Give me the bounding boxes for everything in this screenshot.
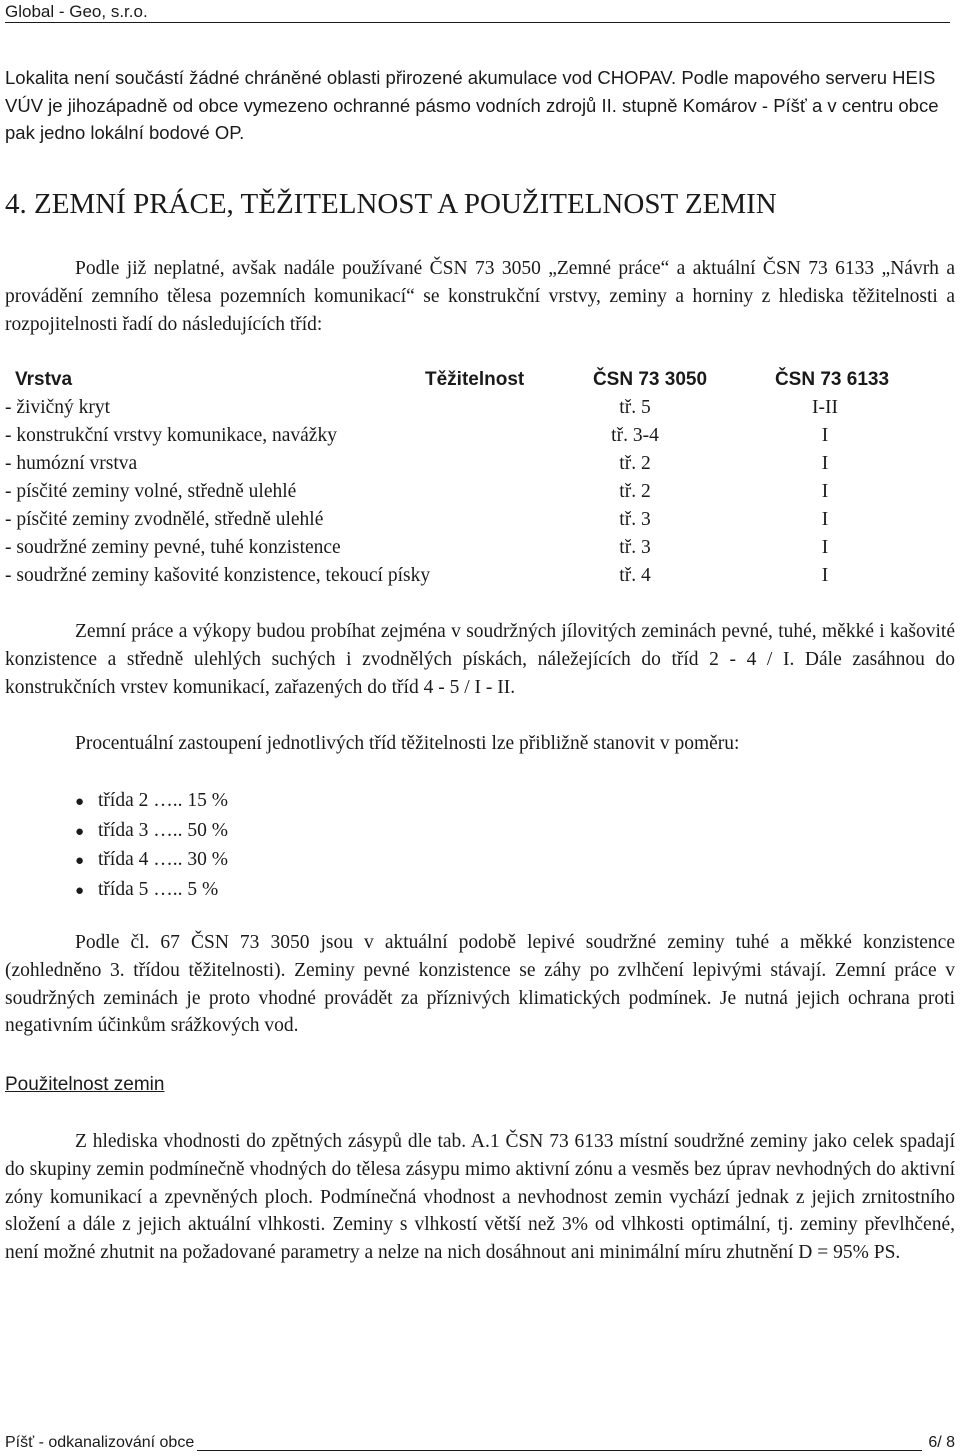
subheading-soil-usability: Použitelnost zemin: [5, 1074, 165, 1095]
page-number: 6/ 8: [928, 1434, 955, 1451]
table-row: [5, 450, 955, 478]
intro-paragraph: Lokalita není součástí žádné chráněné oblasti přirozené akumulace vod CHOPAV. Podle mapového serveru HEIS VÚV je jihozápadně od obce vymezeno ochranné pásmo vodních zdrojů II. stupně Komárov - Píšť a v centru obce pak jedno lokální bodové OP.: [5, 67, 939, 143]
cell-csn-3050: tř. 3: [619, 537, 651, 558]
cell-csn-3050: tř. 5: [619, 397, 651, 418]
header-csn-3050: ČSN 73 3050: [592, 369, 708, 390]
cell-layer: - živičný kryt: [5, 397, 111, 418]
page-header: [5, 2, 950, 23]
paragraph-backfill: Z hlediska vhodnosti do zpětných zásypů dle tab. A.1 ČSN 73 6133 místní soudržné zeminy jako celek spadají do skupiny zemin podmínečně vhodných do tělesa zásypu mimo aktivní zónu a vesměs bez úprav nevhodných do aktivní zóny komunikací a zpevněných ploch. Podmínečná vhodnost a nevhodnost zemin vychází jednak z jejich zrnitostního složení a dále z jejich aktuální vlhkosti. Zeminy s vlhkostí větší než 3% od vlhkosti optimální, tj. zeminy převlhčené, není možné zhutnit na požadované parametry a nelze na nich dosáhnout ani minimální míru zhutnění D = 95% PS.: [5, 1131, 955, 1264]
cell-csn-6133: I: [821, 453, 829, 474]
cell-csn-6133: I: [821, 565, 829, 586]
bullet-icon: ●: [75, 794, 85, 810]
cell-layer: - písčité zeminy volné, středně ulehlé: [5, 481, 297, 502]
table-header-row: [5, 366, 955, 394]
cell-layer: - konstrukční vrstvy komunikace, navážky: [5, 425, 337, 446]
header-excavability: Těžitelnost: [425, 369, 525, 390]
cell-csn-6133: I: [821, 509, 829, 530]
cell-layer: - soudržné zeminy pevné, tuhé konzistence: [5, 537, 341, 558]
page-footer: [5, 1432, 955, 1454]
table-row: [5, 478, 955, 506]
footer-title: Píšť - odkanalizování obce: [5, 1434, 195, 1451]
cell-csn-3050: tř. 2: [619, 481, 651, 502]
paragraph-classification: Podle již neplatné, avšak nadále používané ČSN 73 3050 „Zemné práce“ a aktuální ČSN 73 6133 „Návrh a provádění zemního tělesa pozemních komunikací“ se konstrukční vrstvy, zeminy a horniny z hlediska těžitelnosti a rozpojitelnosti řadí do následujících tříd:: [5, 258, 955, 335]
table-row: [5, 394, 955, 422]
cell-csn-6133: I: [821, 537, 829, 558]
cell-layer: - soudržné zeminy kašovité konzistence, tekoucí písky: [5, 565, 431, 586]
header-company: Global - Geo, s.r.o.: [5, 2, 148, 21]
footer-rule: [197, 1450, 922, 1451]
list-item-text: třída 2 ….. 15 %: [98, 790, 228, 811]
list-item-text: třída 3 ….. 50 %: [98, 819, 228, 841]
class-share-list: [75, 786, 228, 904]
cell-csn-3050: tř. 3: [619, 509, 651, 530]
table-row: [5, 534, 955, 562]
excavation-class-table: [5, 366, 955, 590]
table-row: [5, 562, 955, 590]
table-row: [5, 506, 955, 534]
list-item-text: třída 4 ….. 30 %: [98, 849, 228, 870]
cell-layer: - písčité zeminy zvodnělé, středně ulehlé: [5, 509, 324, 530]
bullet-icon: ●: [75, 823, 85, 840]
cell-layer: - humózní vrstva: [5, 453, 138, 474]
list-item: [75, 845, 228, 875]
table-row: [5, 422, 955, 450]
bullet-icon: ●: [75, 853, 85, 869]
cell-csn-6133: I-II: [812, 397, 838, 418]
cell-csn-6133: I: [821, 425, 829, 446]
list-item-text: třída 5 ….. 5 %: [98, 878, 219, 900]
bullet-icon: ●: [75, 882, 85, 899]
cell-csn-3050: tř. 2: [619, 453, 651, 474]
paragraph-cohesive-soils: Podle čl. 67 ČSN 73 3050 jsou v aktuální podobě lepivé soudržné zeminy tuhé a měkké konzistence (zohledněno 3. třídou těžitelnosti). Zeminy pevné konzistence se záhy po zvlhčení lepivými stávají. Zemní práce v soudržných zeminách je proto vhodné provádět za příznivých klimatických podmínek. Je nutná jejich ochrana proti negativním účinkům srážkových vod.: [5, 932, 955, 1037]
section-heading: 4. ZEMNÍ PRÁCE, TĚŽITELNOST A POUŽITELNOST ZEMIN: [5, 188, 777, 220]
cell-csn-6133: I: [821, 481, 829, 502]
list-item: [75, 786, 228, 816]
header-layer: Vrstva: [15, 369, 73, 390]
paragraph-excavation: Zemní práce a výkopy budou probíhat zejména v soudržných jílovitých zeminách pevné, tuhé, měkké i kašovité konzistence a středně ulehlých suchých i zvodnělých pískách, náležejících do tříd 2 - 4 / I. Dále zasáhnou do konstrukčních vrstev komunikací, zařazených do tříd 4 - 5 / I - II.: [5, 621, 955, 698]
cell-csn-3050: tř. 3-4: [611, 425, 659, 446]
list-item: [75, 875, 228, 905]
paragraph-percentage: Procentuální zastoupení jednotlivých tříd těžitelnosti lze přibližně stanovit v poměru:: [75, 733, 740, 754]
header-csn-6133: ČSN 73 6133: [774, 369, 890, 390]
cell-csn-3050: tř. 4: [619, 565, 651, 586]
list-item: [75, 816, 228, 846]
